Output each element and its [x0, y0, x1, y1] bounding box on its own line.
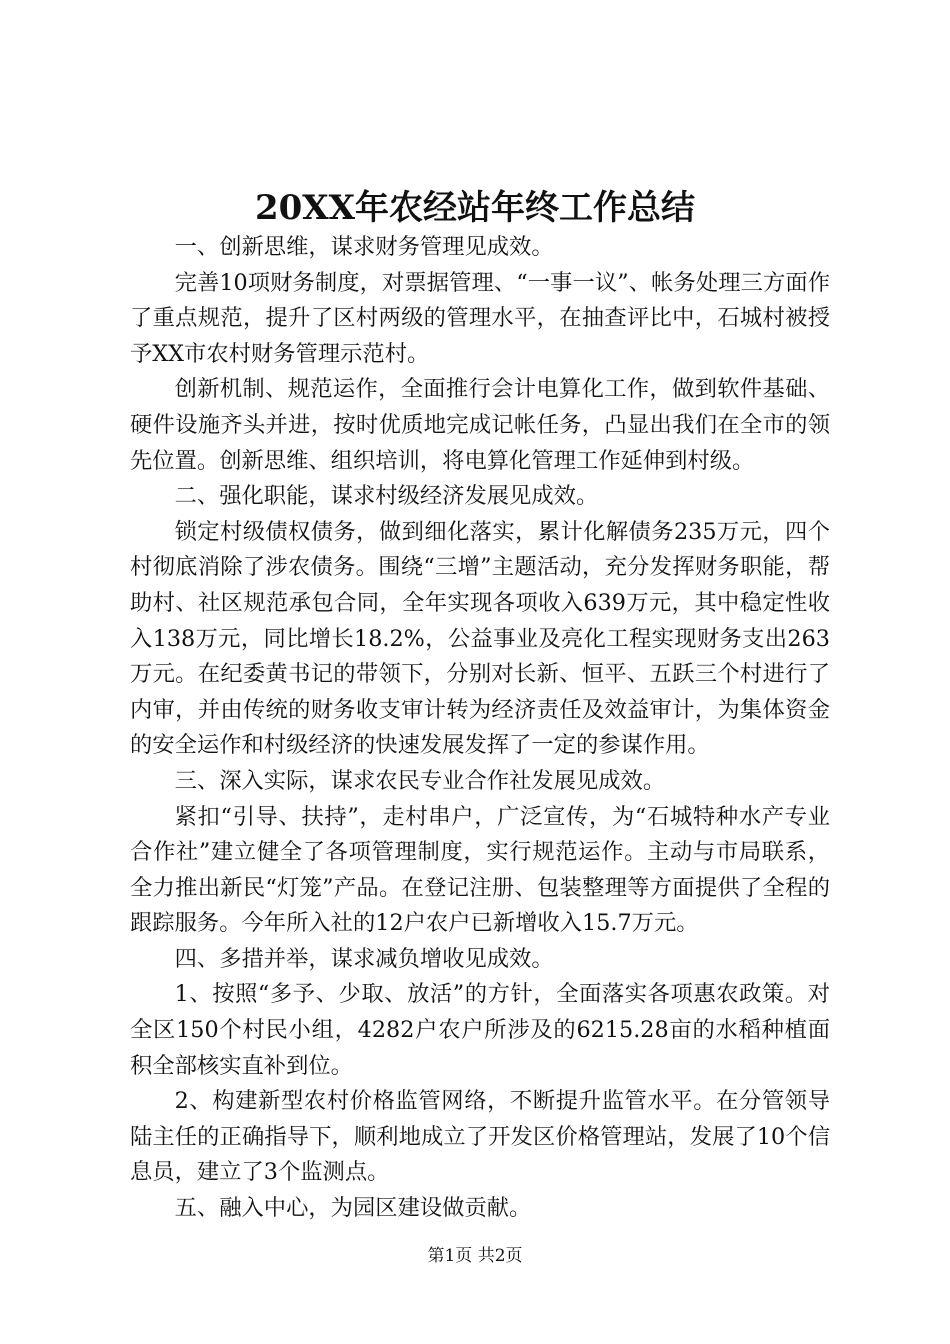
paragraph: 创新机制、规范运作，全面推行会计电算化工作，做到软件基础、硬件设施齐头并进，按时优质地完成记帐任务，凸显出我们在全市的领先位置。创新思维、组织培训，将电算化管理工作延伸到村级。 — [130, 376, 830, 474]
page-footer: 第1页 共2页 — [427, 1246, 523, 1266]
paragraph: 1、按照“多予、少取、放活”的方针，全面落实各项惠农政策。对全区150个村民小组，4282户农户所涉及的6215.28亩的水稻种植面积全部核实直补到位。 — [130, 981, 830, 1079]
paragraph: 紧扣“引导、扶持”，走村串户，广泛宣传，为“石城特种水产专业合作社”建立健全了各项管理制度，实行规范运作。主动与市局联系，全力推出新民“灯笼”产品。在登记注册、包装整理等方面提供了全程的跟踪服务。今年所入社的12户农户已新增收入15.7万元。 — [130, 803, 830, 937]
section-heading-4: 四、多措并举，谋求减负增收见成效。 — [174, 945, 554, 972]
section-heading-3: 三、深入实际，谋求农民专业合作社发展见成效。 — [174, 767, 666, 794]
paragraph: 完善10项财务制度，对票据管理、“一事一议”、帐务处理三方面作了重点规范，提升了区村两级的管理水平，在抽查评比中，石城村被授予XX市农村财务管理示范村。 — [130, 269, 830, 367]
document-body — [130, 230, 830, 1227]
paragraph: 2、构建新型农村价格监管网络，不断提升监管水平。在分管领导陆主任的正确指导下，顺利地成立了开发区价格管理站，发展了10个信息员，建立了3个监测点。 — [130, 1088, 830, 1186]
section-heading-5: 五、融入中心，为园区建设做贡献。 — [174, 1195, 532, 1222]
document-title: 20XX年农经站年终工作总结 — [254, 188, 696, 228]
section-heading-2: 二、强化职能，谋求村级经济发展见成效。 — [174, 483, 599, 510]
section-heading-1: 一、创新思维，谋求财务管理见成效。 — [174, 234, 554, 260]
paragraph: 锁定村级债权债务，做到细化落实，累计化解债务235万元，四个村彻底消除了涉农债务。围绕“三增”主题活动，充分发挥财务职能，帮助村、社区规范承包合同，全年实现各项收入639万元，其中稳定性收入138万元，同比增长18.2%，公益事业及亮化工程实现财务支出263万元。在纪委黄书记的带领下，分别对长新、恒平、五跃三个村进行了内审，并由传统的财务收支审计转为经济责任及效益审计，为集体资金的安全运作和村级经济的快速发展发挥了一定的参谋作用。 — [130, 518, 830, 759]
